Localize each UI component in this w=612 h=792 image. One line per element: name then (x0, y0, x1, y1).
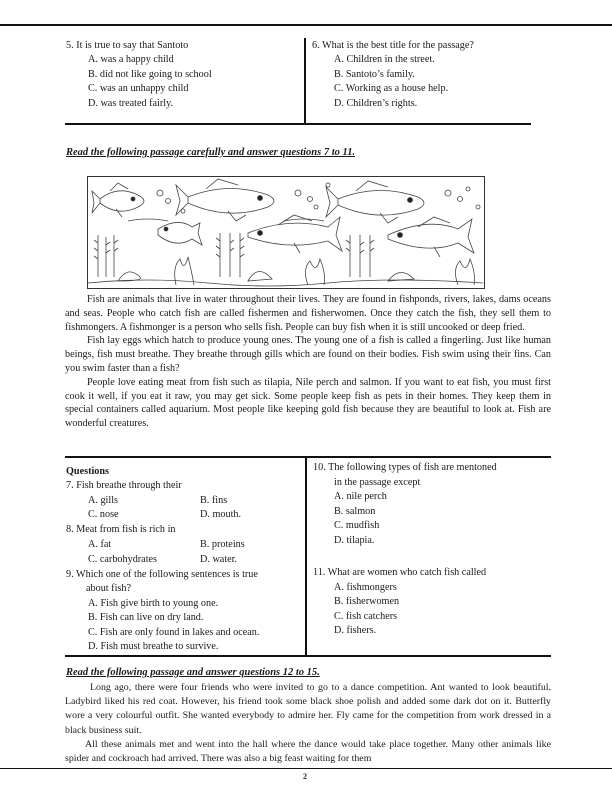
q11-option-d[interactable]: D. fishers. (334, 625, 377, 636)
section2-heading: Read the following passage and answer questions 12 to 15. (66, 667, 320, 678)
passage-fish-paragraph-3: People love eating meat from fish such as tilapia, Nile perch and salmon. If you want to eat fish, you must first cook it well, if you eat it raw, you may get sick. Some people keep fish as pets in their homes. They keep them in special containers called aquarium. Most people like keeping gold fish because they are beautiful to look at. Fish are wonderful creatures. (65, 376, 551, 430)
q5-option-a[interactable]: A. was a happy child (88, 54, 174, 65)
passage-dance-paragraph-1: Long ago, there were four friends who were invited to go to a dance competition. Ant wanted to look beautiful. Ladybird liked his red coat. However, his friend took some black shoe polish and added some dark dot on it. Butterfly wore a very colourful outfit. She wanted everybody to admire her. Fly came for the competition from work dressed in a black business suit. (65, 682, 551, 736)
q8-option-a[interactable]: A. fat (88, 539, 112, 550)
q5-q6-bottom-rule (65, 123, 531, 125)
q10-option-c[interactable]: C. mudfish (334, 520, 380, 531)
q7-option-d[interactable]: D. mouth. (200, 509, 242, 520)
fish-5 (248, 215, 342, 253)
fish-illustration (87, 176, 485, 289)
q8-option-d[interactable]: D. water. (200, 554, 238, 565)
fish-6 (388, 217, 474, 257)
q6-stem: 6. What is the best title for the passage? (312, 40, 474, 51)
passage-fish-paragraph-1: Fish are animals that live in water throughout their lives. They are found in fishponds, rivers, lakes, dams oceans and seas. People who catch fish are called fishermen and fisherwomen. Once they catch the fish, they sell them to fishmongers. A fishmonger is a person who sells fish. People can buy fish when it is still uncooked or deep fried. (65, 294, 551, 333)
q9-option-a[interactable]: A. Fish give birth to young one. (88, 598, 219, 609)
q8-stem: 8. Meat from fish is rich in (66, 524, 176, 535)
passage-dance-paragraph-2: All these animals met and went into the hall where the dance would take place together. Many other animals like spider and cockroach had arrived. There was also a big feast waiting for them (65, 738, 551, 765)
q5-q6-divider (304, 38, 306, 124)
q7-option-b[interactable]: B. fins (200, 495, 228, 506)
page-number: 2 (303, 772, 307, 781)
q9-stem-line-1: 9. Which one of the following sentences is true (66, 569, 258, 580)
fish-1 (92, 183, 144, 217)
q6-option-a[interactable]: A. Children in the street. (334, 54, 435, 65)
q9-stem-line-2: about fish? (86, 583, 131, 594)
q6-option-c[interactable]: C. Working as a house help. (334, 83, 449, 94)
bottom-rule (0, 768, 612, 769)
q10-option-b[interactable]: B. salmon (334, 506, 376, 517)
q9-option-d[interactable]: D. Fish must breathe to survive. (88, 641, 219, 652)
q9-option-b[interactable]: B. Fish can live on dry land. (88, 612, 204, 623)
q10-stem-line-2: in the passage except (334, 477, 421, 488)
q7-option-c[interactable]: C. nose (88, 509, 119, 520)
section1-heading: Read the following passage carefully and answer questions 7 to 11. (66, 147, 356, 158)
plants-right (346, 235, 374, 277)
fish-4 (158, 222, 202, 245)
q9-option-c[interactable]: C. Fish are only found in lakes and ocean. (88, 627, 260, 638)
top-rule (0, 24, 612, 26)
q7-stem: 7. Fish breathe through their (66, 480, 182, 491)
q10-option-a[interactable]: A. nile perch (334, 491, 387, 502)
q10-stem-line-1: 10. The following types of fish are mentoned (313, 462, 497, 473)
q11-stem: 11. What are women who catch fish called (313, 567, 487, 578)
questions-divider (305, 456, 307, 655)
q5-option-c[interactable]: C. was an unhappy child (88, 83, 189, 94)
q5-stem: 5. It is true to say that Santoto (66, 40, 189, 51)
q7-option-a[interactable]: A. gills (88, 495, 119, 506)
fish-drawing-icon (88, 177, 483, 287)
questions-heading: Questions (66, 466, 110, 477)
q6-option-d[interactable]: D. Children’s rights. (334, 98, 418, 109)
q5-option-d[interactable]: D. was treated fairly. (88, 98, 174, 109)
q8-option-c[interactable]: C. carbohydrates (88, 554, 158, 565)
passage-fish-paragraph-2: Fish lay eggs which hatch to produce young ones. The young one of a fish is called a fingerling. Just like human beings, fish must breathe. They breathe through gills which are found on their bodies. Fish swim using their fins. Can you swim faster than a fish? (65, 335, 551, 374)
passage-fish (65, 293, 551, 431)
plants-left (94, 235, 118, 277)
q6-option-b[interactable]: B. Santoto’s family. (334, 69, 415, 80)
plants-mid (216, 233, 244, 277)
q8-option-b[interactable]: B. proteins (200, 539, 245, 550)
fish-2 (176, 179, 274, 221)
q11-option-a[interactable]: A. fishmongers (334, 582, 397, 593)
q5-option-b[interactable]: B. did not like going to school (88, 69, 212, 80)
questions-bottom-rule (65, 655, 551, 657)
questions-top-rule (65, 456, 551, 458)
fish-3 (326, 181, 424, 223)
q11-option-c[interactable]: C. fish catchers (334, 611, 398, 622)
q10-option-d[interactable]: D. tilapia. (334, 535, 375, 546)
q11-option-b[interactable]: B. fisherwomen (334, 596, 400, 607)
passage-dance (65, 681, 551, 766)
